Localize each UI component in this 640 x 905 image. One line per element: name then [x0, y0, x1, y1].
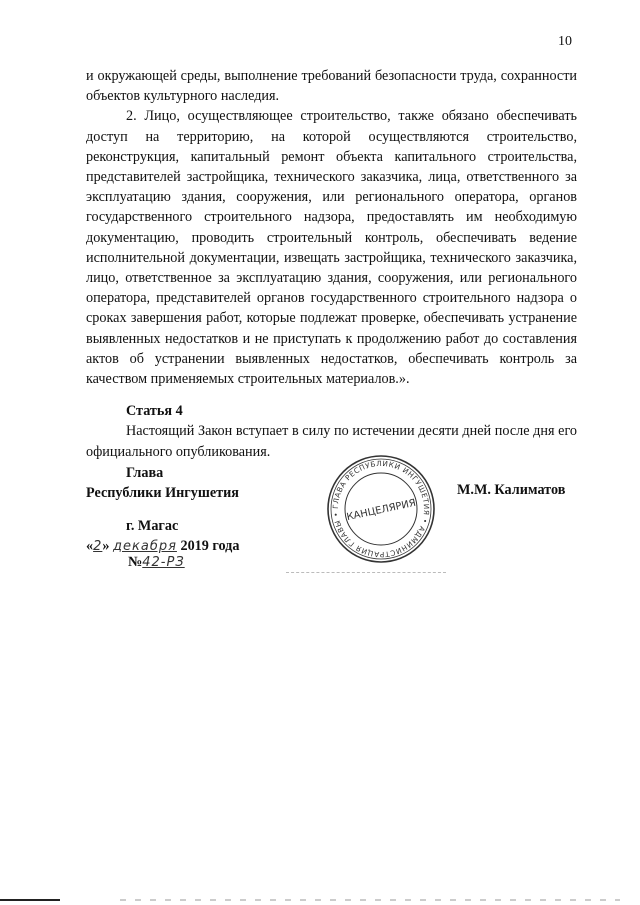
stamp-ring-text: ГЛАВА РЕСПУБЛИКИ ИНГУШЕТИЯ • АДМИНИСТРАЦИЯ ГЛАВЫ •	[330, 458, 432, 560]
document-body	[86, 66, 577, 462]
date-year: 2019 года	[180, 538, 240, 554]
page-number: 10	[558, 34, 572, 49]
signature-title-line2: Республики Ингушетия	[86, 485, 239, 501]
number-value-handwritten: 42-РЗ	[142, 555, 185, 570]
article-heading: Статья 4	[126, 403, 183, 420]
paragraph-continuation: и окружающей среды, выполнение требований безопасности труда, сохранности объектов культурного наследия.	[86, 68, 577, 105]
date-month-handwritten: декабря	[113, 539, 177, 554]
paragraph-article-4: Настоящий Закон вступает в силу по истечении десяти дней после дня его официального опубликования.	[86, 423, 577, 460]
scan-artifact-line	[286, 572, 446, 573]
law-number	[128, 554, 185, 571]
date-open-quote: «	[86, 538, 94, 554]
stamp-center-text: КАНЦЕЛЯРИЯ	[345, 497, 417, 524]
paragraph-item-2: 2. Лицо, осуществляющее строительство, также обязано обеспечивать доступ на территорию, на которой осуществляются строительство, реконструкция, капитальный ремонт объекта капитального строительства, представителей застройщика, технического заказчика, лица, ответственного за эксплуатацию здания, сооружения, или регионального оператора, органов государственного строительного надзора, предоставлять им необходимую документацию, проводить строительный контроль, обеспечивать ведение исполнительной документации, извещать застройщика, технического заказчика, лицо, ответственное за эксплуатацию здания, сооружения, или регионального оператора, представителей органов государственного строительного надзора о сроках завершения работ, которые подлежат проверке, обеспечивать устранение выявленных недостатков и не приступать к продолжению работ до составления актов об устранении выявленных недостатков, обеспечивать контроль за качеством применяемых строительных материалов.».	[86, 108, 577, 388]
office-stamp	[325, 453, 437, 565]
date-close-quote: »	[102, 538, 110, 554]
signer-name: М.М. Калиматов	[457, 482, 566, 498]
signing-place: г. Магас	[126, 518, 179, 534]
date-day-handwritten: 2	[93, 539, 103, 554]
scan-bottom-edge	[0, 898, 640, 902]
number-prefix: №	[128, 554, 143, 570]
signing-date	[86, 538, 239, 555]
signature-title	[86, 463, 239, 503]
signature-title-line1: Глава	[126, 465, 164, 481]
